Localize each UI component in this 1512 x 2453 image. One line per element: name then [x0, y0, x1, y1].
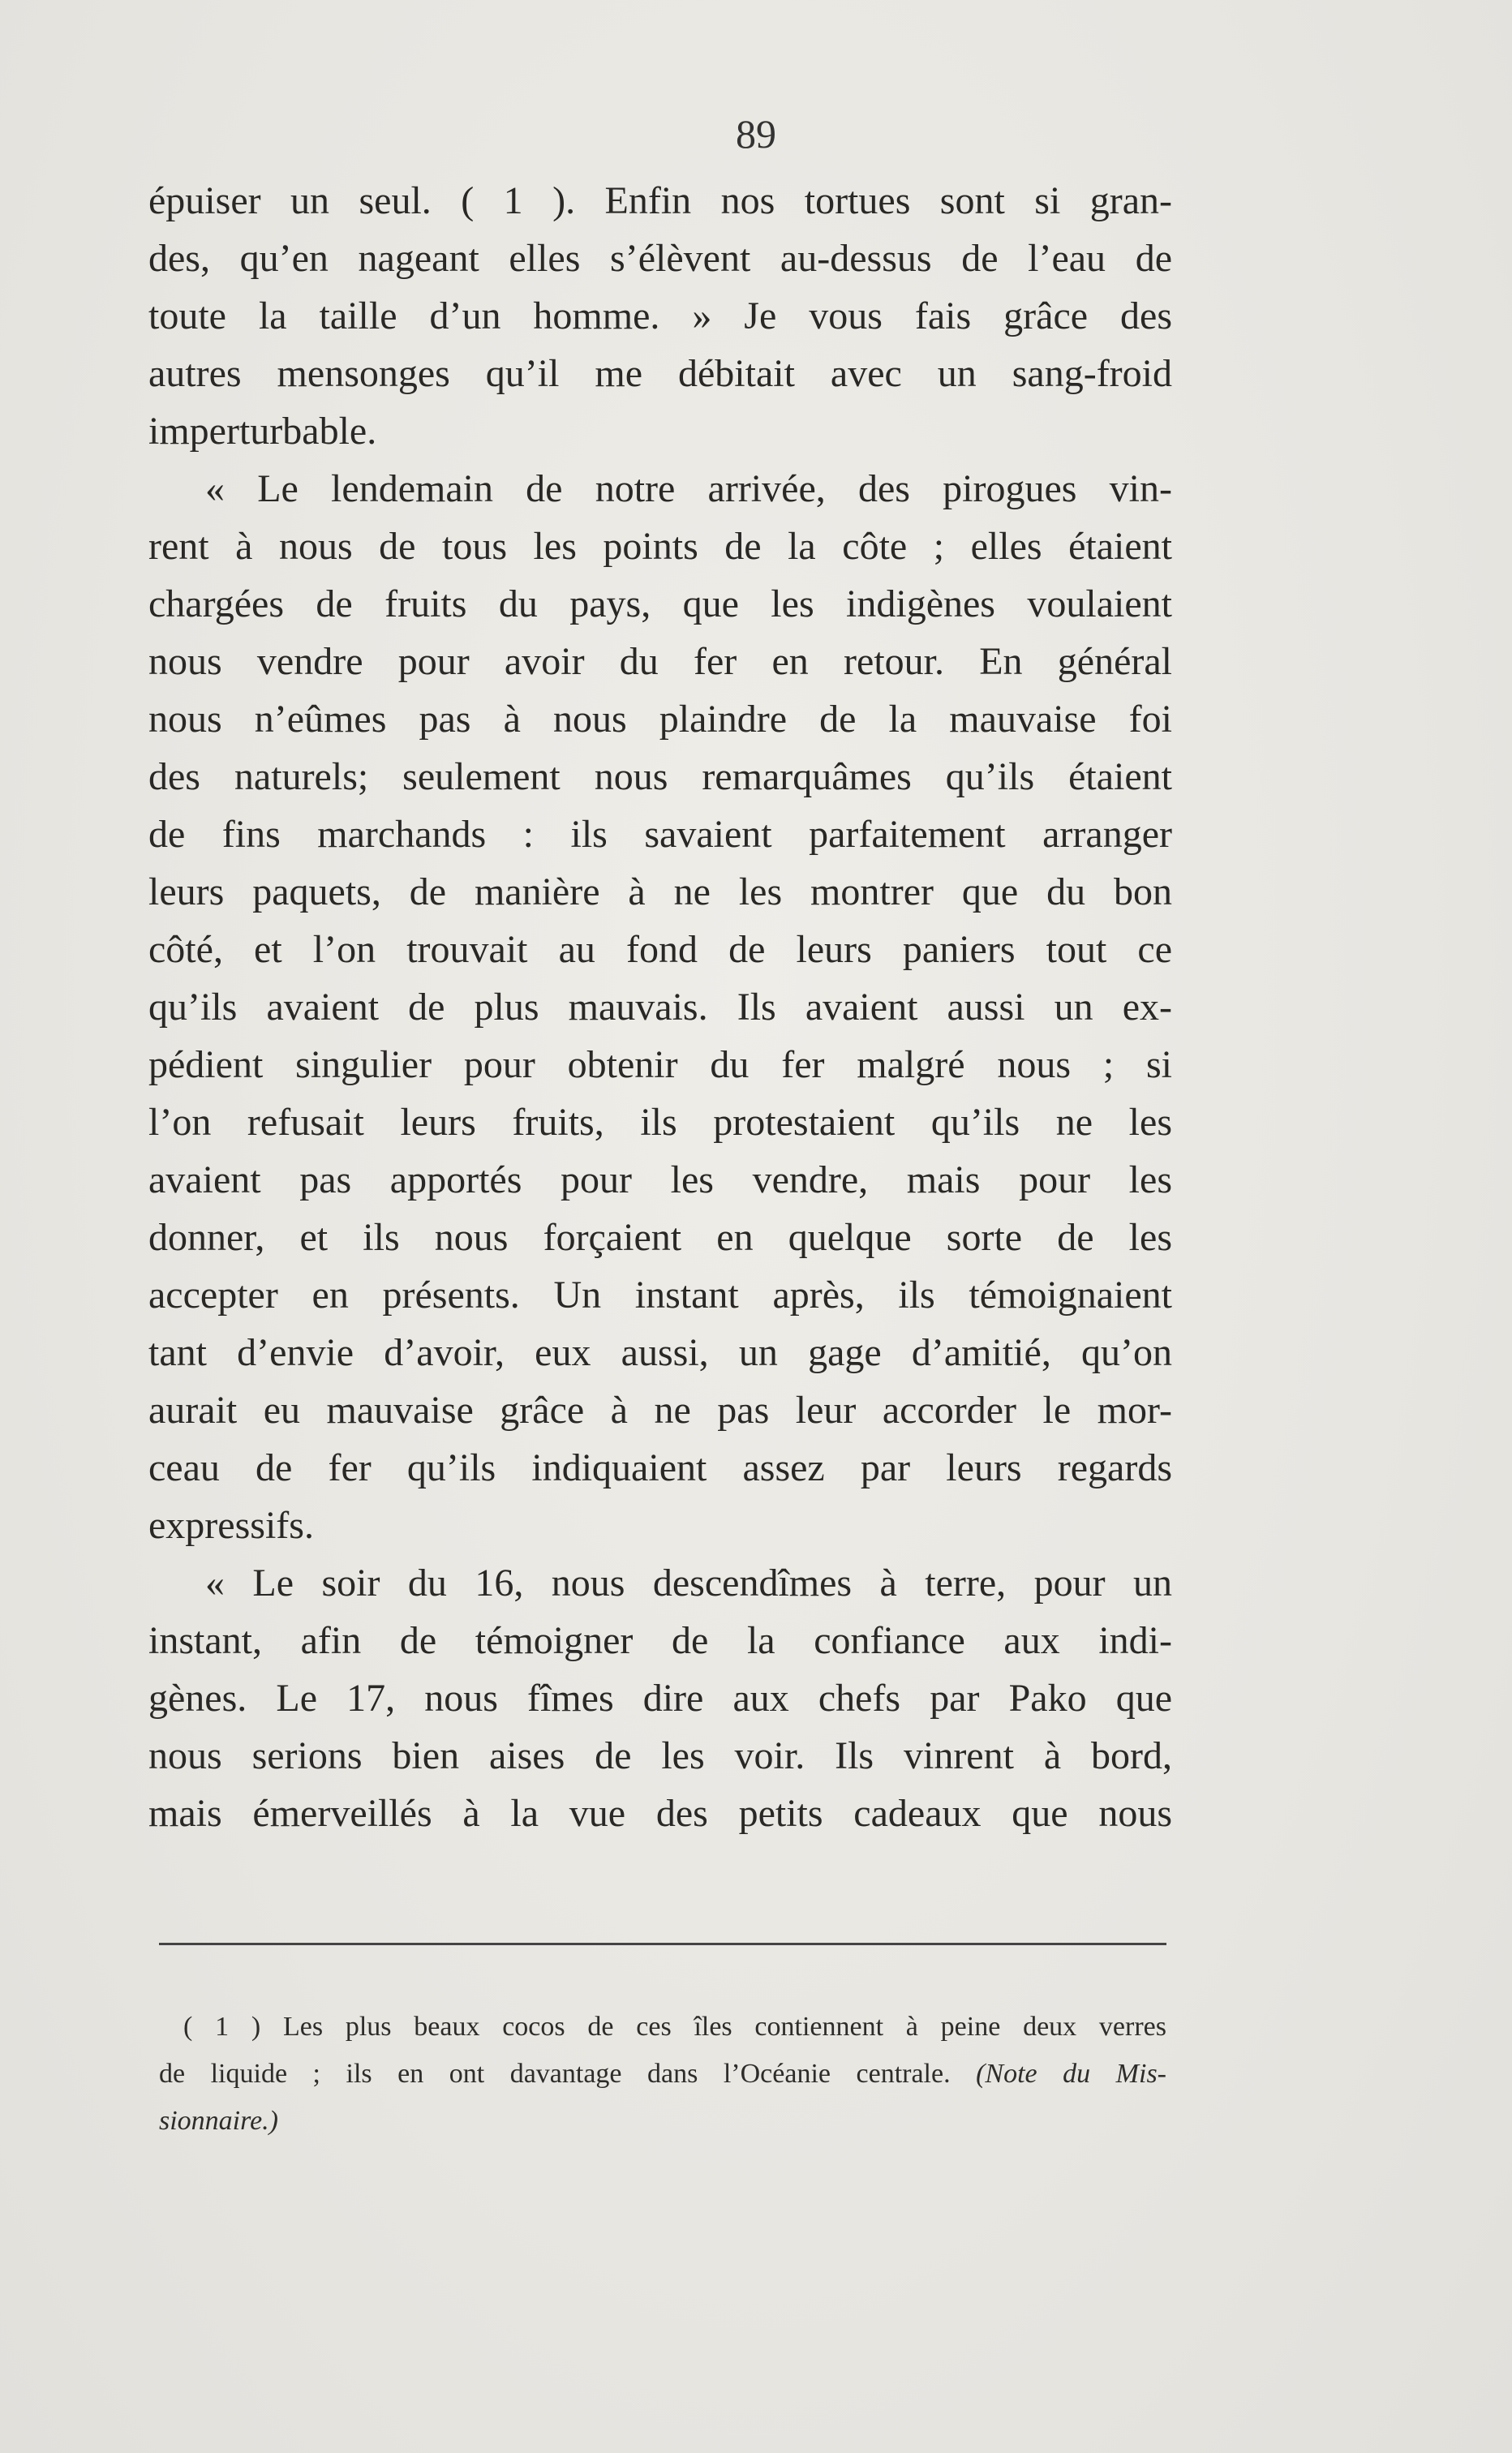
text-line: leurs paquets, de manière à ne les montrer que du bon: [148, 870, 1172, 913]
footnote-line: sionnaire.): [159, 2106, 279, 2136]
page-number: 89: [736, 111, 776, 157]
text-line: mais émerveillés à la vue des petits cadeaux que nous: [148, 1792, 1172, 1835]
text-line: ceau de fer qu’ils indiquaient assez par leurs regards: [148, 1446, 1172, 1489]
text-line: avaient pas apportés pour les vendre, mais pour les: [148, 1158, 1172, 1201]
text-line: accepter en présents. Un instant après, ils témoignaient: [148, 1274, 1172, 1317]
text-line: des, qu’en nageant elles s’élèvent au-dessus de l’eau de: [148, 237, 1172, 280]
text-line: instant, afin de témoigner de la confiance aux indi-: [148, 1619, 1172, 1662]
text-line: « Le soir du 16, nous descendîmes à terre, pour un: [205, 1562, 1172, 1605]
text-line: nous serions bien aises de les voir. Ils vinrent à bord,: [148, 1734, 1172, 1777]
footnote: [159, 2004, 1166, 2145]
text-line: rent à nous de tous les points de la côte ; elles étaient: [148, 525, 1172, 568]
text-line: gènes. Le 17, nous fîmes dire aux chefs par Pako que: [148, 1677, 1172, 1720]
text-line: nous vendre pour avoir du fer en retour. En général: [148, 640, 1172, 683]
text-line: de fins marchands : ils savaient parfaitement arranger: [148, 813, 1172, 856]
text-line: chargées de fruits du pays, que les indigènes voulaient: [148, 582, 1172, 625]
text-line: toute la taille d’un homme. » Je vous fais grâce des: [148, 294, 1172, 337]
text-line: qu’ils avaient de plus mauvais. Ils avaient aussi un ex-: [148, 986, 1172, 1029]
footnote-divider: [159, 1943, 1166, 1945]
footnote-line: ( 1 ) Les plus beaux cocos de ces îles contiennent à peine deux verres: [183, 2012, 1166, 2042]
footnote-line: [159, 2051, 1166, 2098]
text-line: tant d’envie d’avoir, eux aussi, un gage d’amitié, qu’on: [148, 1331, 1172, 1374]
text-line: aurait eu mauvaise grâce à ne pas leur accorder le mor-: [148, 1389, 1172, 1432]
text-line: autres mensonges qu’il me débitait avec un sang-froid: [148, 352, 1172, 395]
text-line: des naturels; seulement nous remarquâmes qu’ils étaient: [148, 755, 1172, 798]
body-text: [148, 172, 1172, 1842]
footnote-line-text: de liquide ; ils en ont davantage dans l’Océanie centrale.: [159, 2059, 951, 2089]
footnote-note-label: (Note du Mis-: [976, 2059, 1166, 2089]
text-line: imperturbable.: [148, 410, 377, 453]
text-line: « Le lendemain de notre arrivée, des pirogues vin-: [205, 467, 1172, 510]
text-line: épuiser un seul. ( 1 ). Enfin nos tortues sont si gran-: [148, 179, 1172, 222]
text-line: côté, et l’on trouvait au fond de leurs paniers tout ce: [148, 928, 1172, 971]
text-line: pédient singulier pour obtenir du fer malgré nous ; si: [148, 1043, 1172, 1086]
text-line: expressifs.: [148, 1504, 314, 1547]
text-line: nous n’eûmes pas à nous plaindre de la mauvaise foi: [148, 698, 1172, 741]
text-line: donner, et ils nous forçaient en quelque sorte de les: [148, 1216, 1172, 1259]
text-line: l’on refusait leurs fruits, ils protestaient qu’ils ne les: [148, 1101, 1172, 1144]
